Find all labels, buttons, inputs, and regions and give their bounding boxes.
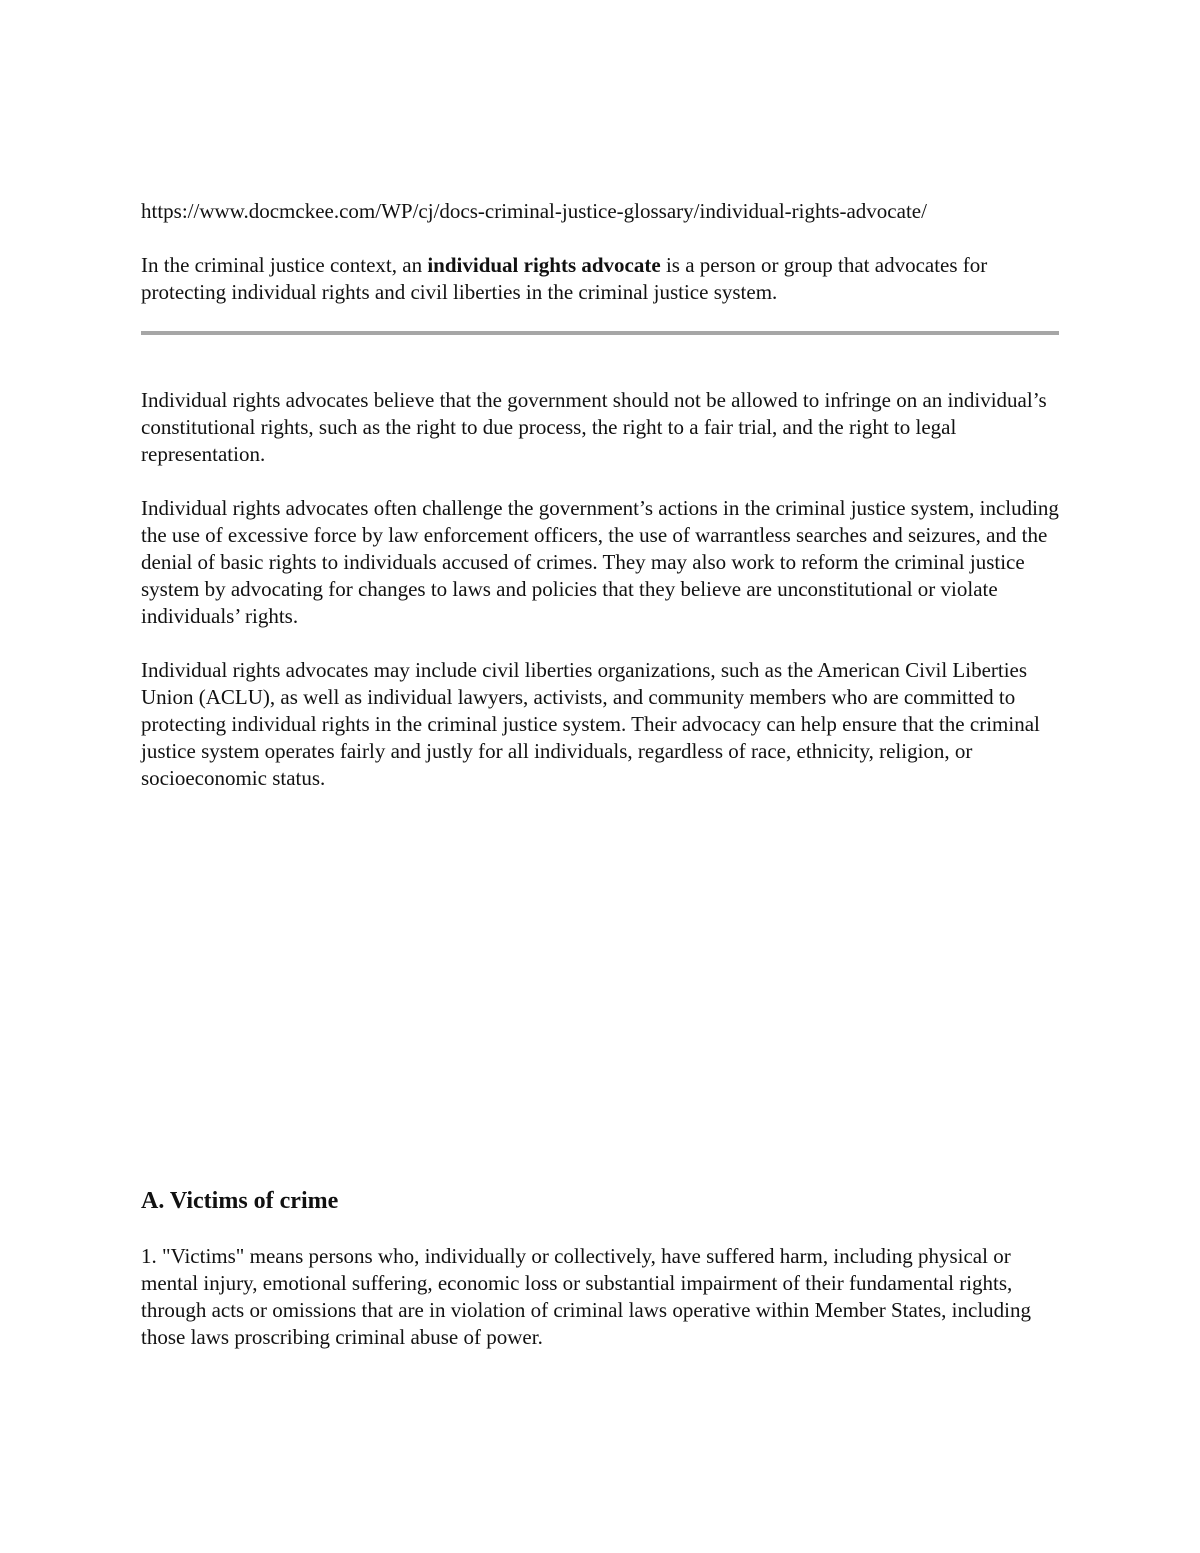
body-paragraph: Individual rights advocates may include civil liberties organizations, such as the American Civil Liberties Union (ACLU), as well as individual lawyers, activists, and community members who are committed to protecting individual rights in the criminal justice system. Their advocacy can help ensure that the criminal justice system operates fairly and justly for all individuals, regardless of race, ethnicity, religion, or socioeconomic status.	[141, 658, 1040, 790]
horizontal-divider	[141, 331, 1059, 335]
defined-term: individual rights advocate	[427, 253, 661, 277]
intro-paragraph	[141, 252, 1061, 306]
section-heading: A. Victims of crime	[141, 1188, 339, 1214]
intro-text-after: is a person or group that advocates for protecting individual rights and civil liberties in the criminal justice system.	[141, 253, 988, 304]
intro-text-before: In the criminal justice context, an	[141, 253, 428, 277]
source-url: https://www.docmckee.com/WP/cj/docs-criminal-justice-glossary/individual-rights-advocate/	[141, 199, 927, 223]
section-paragraph: 1. "Victims" means persons who, individually or collectively, have suffered harm, including physical or mental injury, emotional suffering, economic loss or substantial impairment of their fundamental rights, through acts or omissions that are in violation of criminal laws operative within Member States, including those laws proscribing criminal abuse of power.	[141, 1244, 1031, 1349]
body-paragraph: Individual rights advocates believe that the government should not be allowed to infringe on an individual’s constitutional rights, such as the right to due process, the right to a fair trial, and the right to legal representation.	[141, 388, 1047, 466]
body-paragraph: Individual rights advocates often challenge the government’s actions in the criminal justice system, including the use of excessive force by law enforcement officers, the use of warrantless searches and seizures, and the denial of basic rights to individuals accused of crimes. They may also work to reform the criminal justice system by advocating for changes to laws and policies that they believe are unconstitutional or violate individuals’ rights.	[141, 496, 1059, 628]
